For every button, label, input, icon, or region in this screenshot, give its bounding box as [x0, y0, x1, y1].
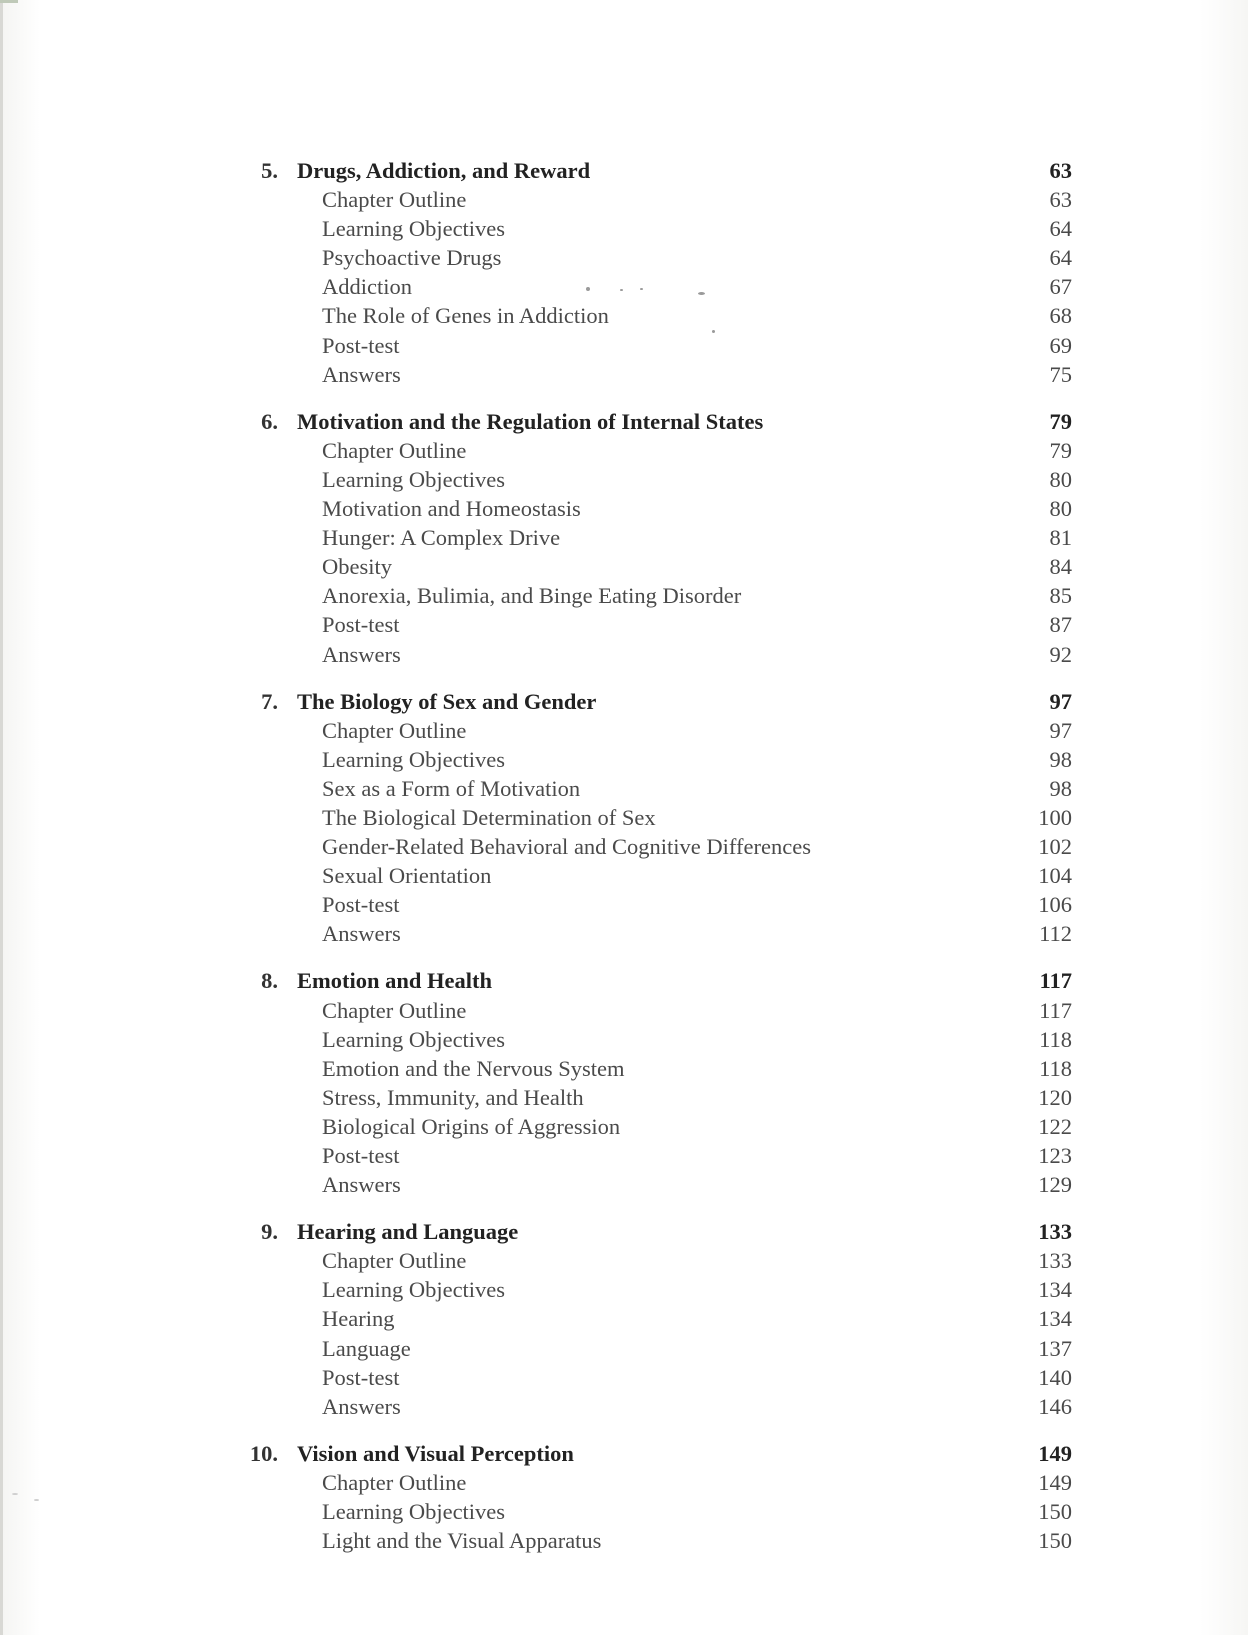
section-title: Learning Objectives — [322, 746, 506, 772]
section-title: Hearing — [322, 1306, 395, 1332]
toc-section-entry — [0, 640, 1248, 669]
toc-section-entry — [0, 523, 1248, 552]
section-title: Post-test — [322, 892, 400, 918]
section-title: Emotion and the Nervous System — [322, 1055, 625, 1081]
toc-section-entry — [0, 1392, 1248, 1421]
section-title: Language — [322, 1335, 411, 1361]
toc-section-entry — [0, 610, 1248, 639]
section-page-number: 80 — [1049, 466, 1072, 492]
section-page-number: 84 — [1049, 554, 1072, 580]
chapter-number: 10. — [249, 1440, 278, 1466]
toc-section-entry — [0, 1054, 1248, 1083]
section-title: Learning Objectives — [322, 1499, 506, 1525]
toc-section-entry — [0, 716, 1248, 745]
toc-section-entry — [0, 1363, 1248, 1392]
chapter-title: The Biology of Sex and Gender — [297, 688, 597, 714]
toc-section-entry — [0, 436, 1248, 465]
section-title: Answers — [322, 361, 401, 387]
section-title: Obesity — [322, 554, 392, 580]
section-title: Answers — [322, 641, 401, 667]
section-title: Learning Objectives — [322, 466, 506, 492]
toc-section-entry — [0, 919, 1248, 948]
toc-section-entry — [0, 1526, 1248, 1555]
toc-chapter — [0, 966, 1248, 1199]
section-page-number: 129 — [1038, 1172, 1072, 1198]
section-title: Chapter Outline — [322, 717, 467, 743]
toc-section-entry — [0, 861, 1248, 890]
section-page-number: 85 — [1049, 583, 1072, 609]
section-page-number: 134 — [1038, 1277, 1072, 1303]
section-title: Biological Origins of Aggression — [322, 1113, 621, 1139]
section-page-number: 75 — [1049, 361, 1072, 387]
section-page-number: 63 — [1049, 187, 1072, 213]
chapter-title: Vision and Visual Perception — [297, 1440, 574, 1466]
section-title: Post-test — [322, 1143, 400, 1168]
toc-chapter — [0, 1439, 1248, 1555]
section-page-number: 87 — [1049, 612, 1072, 638]
section-title: Chapter Outline — [322, 1248, 467, 1274]
toc-section-entry — [0, 185, 1248, 214]
chapter-page-number: 97 — [1049, 688, 1072, 714]
toc-chapter-heading — [0, 1217, 1248, 1246]
section-title: Answers — [322, 1393, 401, 1419]
toc-section-entry — [0, 890, 1248, 919]
section-page-number: 140 — [1038, 1364, 1072, 1390]
section-page-number: 100 — [1038, 804, 1072, 830]
toc-section-entry — [0, 1083, 1248, 1112]
toc-section-entry — [0, 1275, 1248, 1304]
toc-chapter-heading — [0, 156, 1248, 185]
toc-section-entry — [0, 1334, 1248, 1363]
section-page-number: 64 — [1049, 245, 1072, 271]
section-title: Motivation and Homeostasis — [322, 496, 581, 522]
toc-section-entry — [0, 1304, 1248, 1333]
section-page-number: 67 — [1049, 274, 1072, 300]
section-page-number: 118 — [1039, 1026, 1072, 1052]
toc-section-entry — [0, 745, 1248, 774]
section-title: Anorexia, Bulimia, and Binge Eating Disorder — [322, 583, 742, 609]
toc-section-entry — [0, 494, 1248, 523]
toc-section-entry — [0, 774, 1248, 803]
section-title: Chapter Outline — [322, 1469, 467, 1495]
section-page-number: 122 — [1038, 1113, 1072, 1139]
section-page-number: 134 — [1038, 1306, 1072, 1332]
toc-chapter-heading — [0, 1439, 1248, 1468]
section-page-number: 102 — [1038, 834, 1072, 860]
section-title: The Role of Genes in Addiction — [322, 303, 609, 329]
toc-section-entry — [0, 465, 1248, 494]
toc-section-entry — [0, 552, 1248, 581]
chapter-number: 9. — [261, 1219, 278, 1245]
toc-chapter — [0, 687, 1248, 949]
toc-section-entry — [0, 272, 1248, 301]
section-page-number: 92 — [1049, 641, 1072, 667]
section-page-number: 106 — [1038, 892, 1072, 918]
section-title: Post-test — [322, 612, 400, 638]
section-title: Answers — [322, 1172, 401, 1198]
section-title: The Biological Determination of Sex — [322, 804, 656, 830]
toc-section-entry — [0, 581, 1248, 610]
section-page-number: 64 — [1049, 216, 1072, 242]
toc-section-entry — [0, 1246, 1248, 1275]
section-title: Answers — [322, 921, 401, 947]
section-title: Sex as a Form of Motivation — [322, 775, 581, 801]
section-title: Chapter Outline — [322, 437, 467, 463]
chapter-title: Drugs, Addiction, and Reward — [297, 158, 591, 183]
section-title: Gender-Related Behavioral and Cognitive Differences — [322, 834, 811, 860]
toc-chapter-heading — [0, 407, 1248, 436]
section-title: Addiction — [322, 274, 412, 300]
chapter-title: Motivation and the Regulation of Internal States — [297, 408, 764, 434]
section-title: Learning Objectives — [322, 1277, 506, 1303]
section-page-number: 79 — [1049, 437, 1072, 463]
section-title: Chapter Outline — [322, 997, 467, 1023]
section-title: Post-test — [322, 332, 400, 358]
section-page-number: 123 — [1038, 1143, 1072, 1168]
toc-section-entry — [0, 1025, 1248, 1054]
section-page-number: 112 — [1039, 921, 1072, 947]
section-title: Light and the Visual Apparatus — [322, 1528, 602, 1554]
chapter-title: Hearing and Language — [297, 1219, 519, 1245]
section-page-number: 146 — [1038, 1393, 1072, 1419]
section-title: Hunger: A Complex Drive — [322, 525, 561, 551]
toc-section-entry — [0, 1497, 1248, 1526]
toc-chapter — [0, 1217, 1248, 1421]
section-page-number: 117 — [1039, 997, 1072, 1023]
chapter-page-number: 117 — [1039, 968, 1072, 994]
chapter-page-number: 149 — [1038, 1440, 1072, 1466]
chapter-number: 8. — [261, 968, 278, 994]
chapter-page-number: 79 — [1049, 408, 1072, 434]
toc-section-entry — [0, 360, 1248, 389]
section-page-number: 104 — [1038, 863, 1072, 889]
toc-section-entry — [0, 214, 1248, 243]
chapter-page-number: 133 — [1038, 1219, 1072, 1245]
table-of-contents — [0, 156, 1248, 1573]
scan-corner-mark — [0, 0, 18, 3]
section-page-number: 80 — [1049, 496, 1072, 522]
section-page-number: 68 — [1049, 303, 1072, 329]
section-page-number: 97 — [1049, 717, 1072, 743]
section-page-number: 120 — [1038, 1084, 1072, 1110]
section-page-number: 118 — [1039, 1055, 1072, 1081]
chapter-number: 6. — [261, 408, 278, 434]
section-title: Sexual Orientation — [322, 863, 492, 889]
section-title: Stress, Immunity, and Health — [322, 1084, 584, 1110]
section-page-number: 81 — [1049, 525, 1072, 551]
toc-section-entry — [0, 301, 1248, 330]
section-title: Post-test — [322, 1364, 400, 1390]
toc-section-entry — [0, 331, 1248, 360]
section-title: Psychoactive Drugs — [322, 245, 502, 271]
toc-chapter-heading — [0, 966, 1248, 995]
section-title: Chapter Outline — [322, 187, 467, 213]
section-page-number: 149 — [1038, 1469, 1072, 1495]
section-title: Learning Objectives — [322, 1026, 506, 1052]
toc-chapter — [0, 156, 1248, 389]
section-page-number: 98 — [1049, 775, 1072, 801]
chapter-number: 5. — [261, 158, 278, 183]
section-title: Learning Objectives — [322, 216, 506, 242]
toc-section-entry — [0, 832, 1248, 861]
section-page-number: 98 — [1049, 746, 1072, 772]
toc-section-entry — [0, 1141, 1248, 1170]
toc-section-entry — [0, 243, 1248, 272]
section-page-number: 150 — [1038, 1528, 1072, 1554]
toc-section-entry — [0, 1112, 1248, 1141]
toc-chapter — [0, 407, 1248, 669]
toc-chapter-heading — [0, 687, 1248, 716]
toc-section-entry — [0, 1170, 1248, 1199]
toc-section-entry — [0, 1468, 1248, 1497]
section-page-number: 69 — [1049, 332, 1072, 358]
section-page-number: 133 — [1038, 1248, 1072, 1274]
chapter-number: 7. — [261, 688, 278, 714]
section-page-number: 150 — [1038, 1499, 1072, 1525]
chapter-page-number: 63 — [1049, 158, 1072, 183]
section-page-number: 137 — [1038, 1335, 1072, 1361]
toc-section-entry — [0, 996, 1248, 1025]
toc-section-entry — [0, 803, 1248, 832]
chapter-title: Emotion and Health — [297, 968, 493, 994]
